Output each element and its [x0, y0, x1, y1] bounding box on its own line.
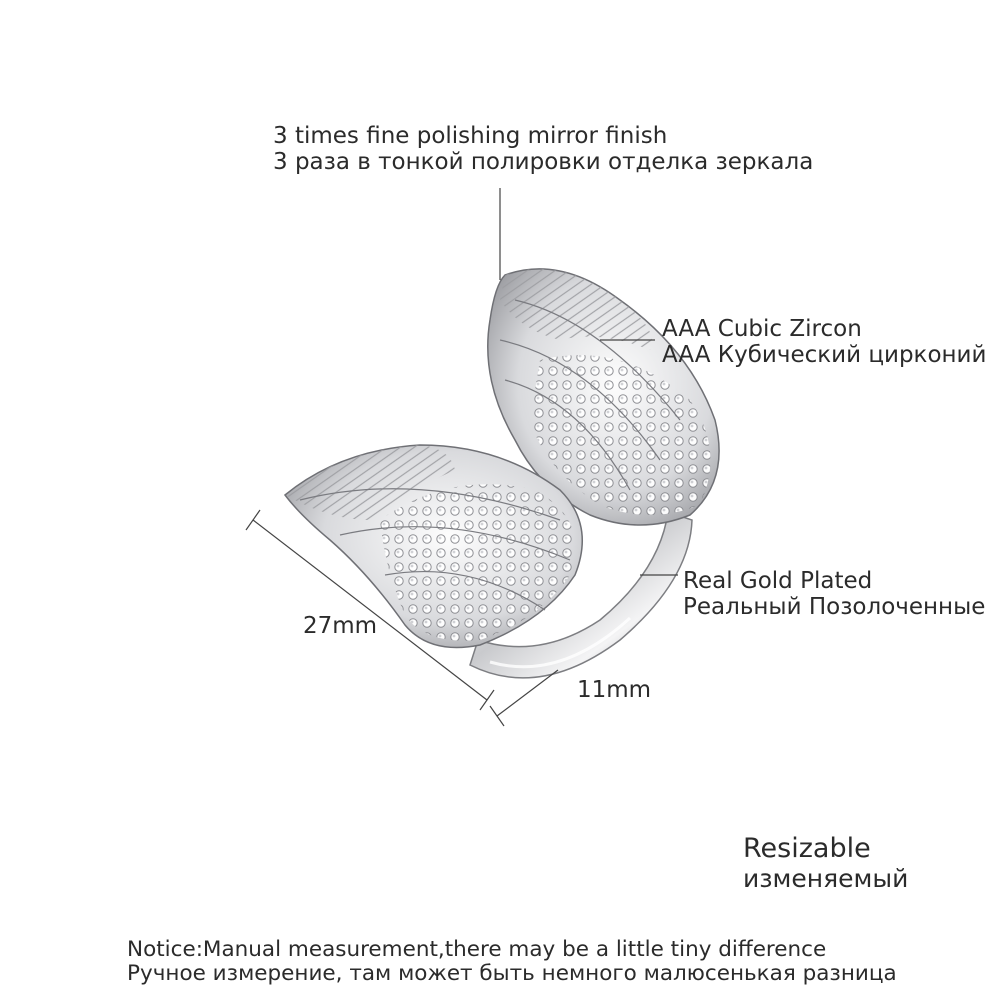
zircon-annotation-ru: AAA Кубический цирконий — [662, 342, 987, 368]
measurement-notice — [127, 938, 897, 986]
zircon-annotation-en: AAA Cubic Zircon — [662, 316, 862, 342]
gold-annotation-en: Real Gold Plated — [683, 568, 873, 594]
polish-annotation — [273, 123, 813, 175]
dimension-27mm-label: 27mm — [303, 613, 378, 639]
resizable-caption-en: Resizable — [743, 833, 871, 864]
zircon-annotation — [662, 316, 986, 368]
measurement-notice-ru: Ручное измерение, там может быть немного малюсенькая разница — [127, 961, 897, 986]
polish-annotation-en: 3 times fine polishing mirror finish — [273, 123, 668, 149]
gold-annotation-ru: Реальный Позолоченные — [683, 594, 986, 620]
gold-annotation — [683, 568, 985, 620]
measurement-notice-en: Notice:Manual measurement,there may be a little tiny difference — [127, 937, 827, 962]
polish-annotation-ru: 3 раза в тонкой полировки отделка зеркала — [273, 149, 814, 175]
dimension-11mm-label: 11mm — [577, 677, 652, 703]
resizable-caption-ru: изменяемый — [743, 864, 909, 893]
resizable-caption — [743, 834, 908, 894]
